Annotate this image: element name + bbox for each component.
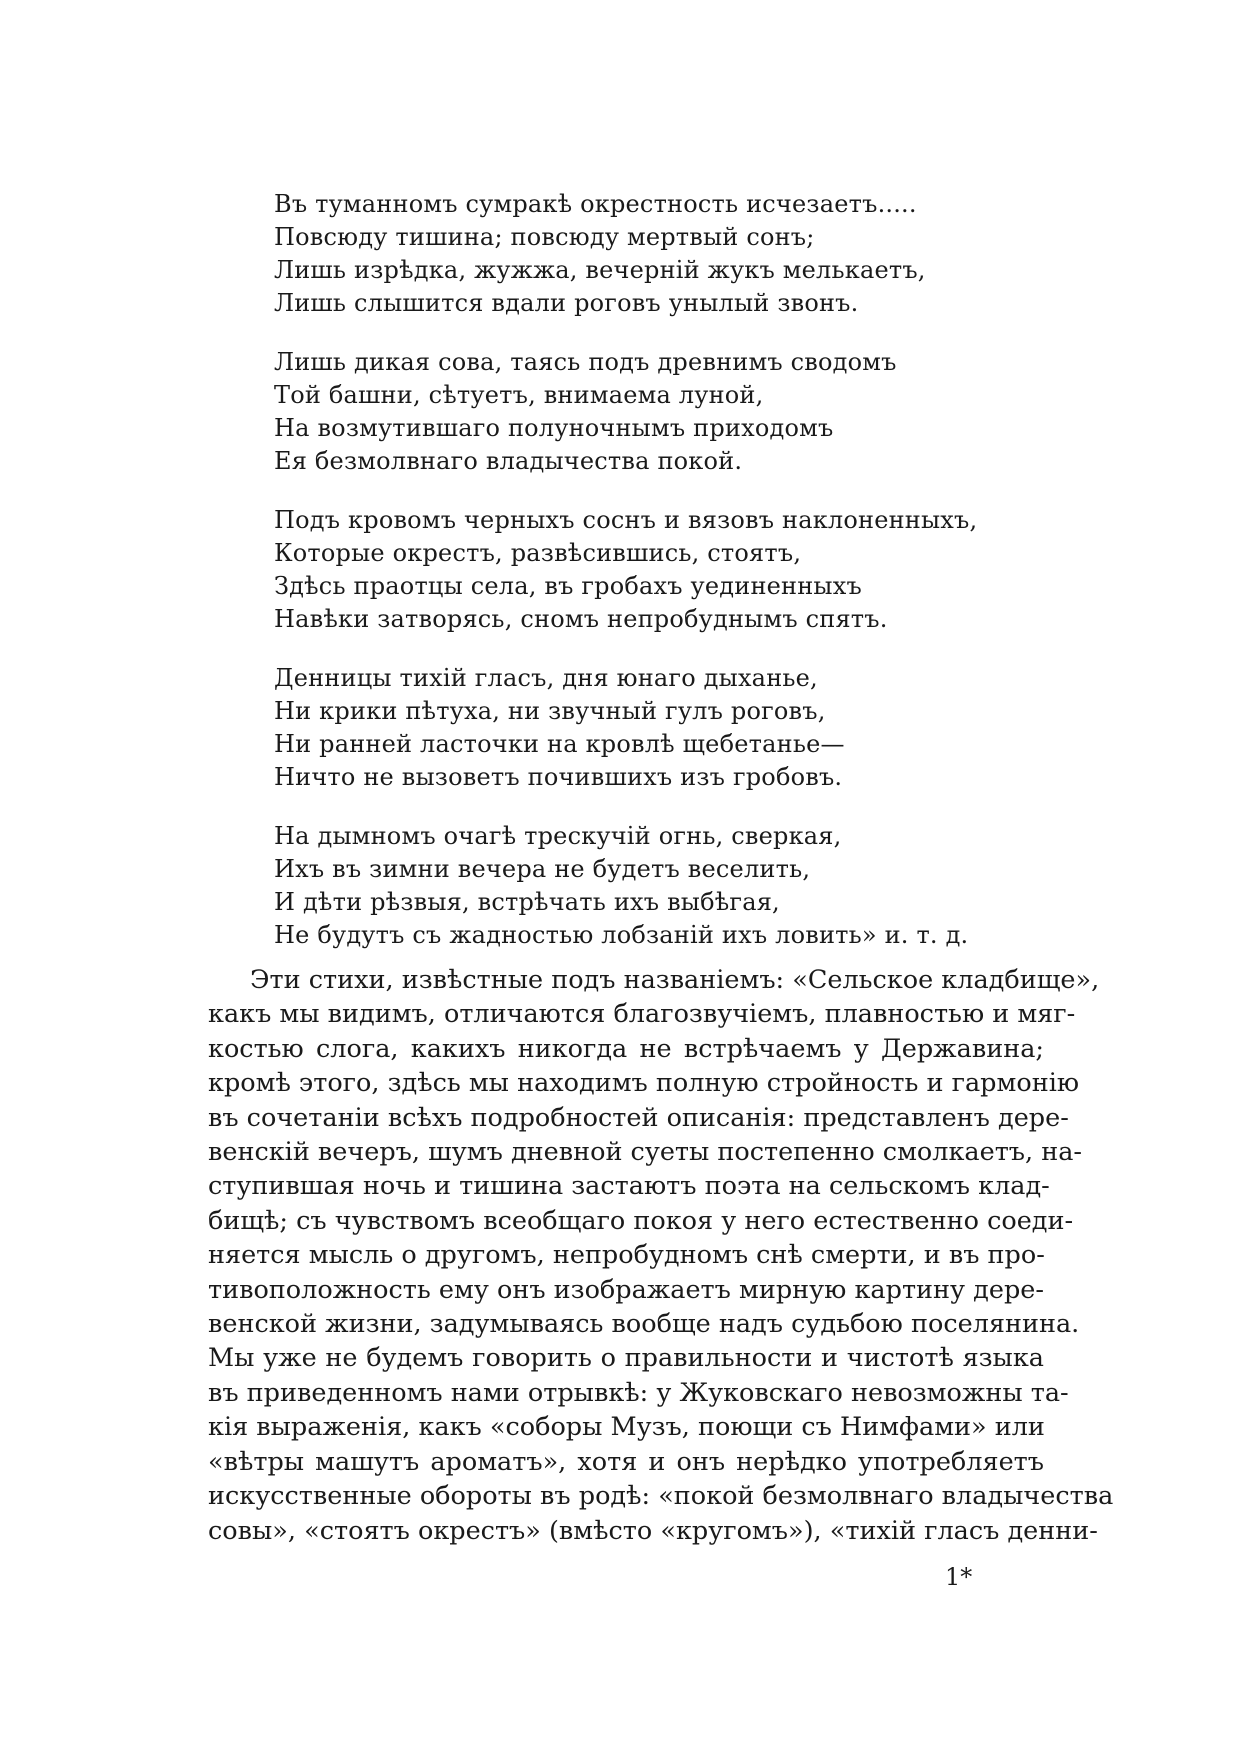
paragraph-line: костью слога, какихъ никогда не встрѣчаемъ у Державина; [208,1033,1044,1064]
paragraph-line: венскій вечеръ, шумъ дневной суеты постепенно смолкаетъ, на- [208,1137,1083,1168]
verse-line: Лишь слышится вдали роговъ унылый звонъ. [274,289,859,317]
verse-line: Денницы тихій гласъ, дня юнаго дыханье, [274,664,818,692]
paragraph-line: ступившая ночь и тишина застаютъ поэта на сельскомъ клад- [208,1171,1050,1202]
paragraph-line: кромѣ этого, здѣсь мы находимъ полную стройность и гармонію [208,1068,1080,1099]
verse-line: Въ туманномъ сумракѣ окрестность исчезаетъ..... [274,190,917,218]
paragraph-line: какъ мы видимъ, отличаются благозвучіемъ, плавностью и мяг- [208,999,1076,1030]
commentary-paragraph [208,963,1114,1548]
verse-line: На возмутившаго полуночнымъ приходомъ [274,414,834,442]
paragraph-line: венской жизни, задумываясь вообще надъ судьбою поселянина. [208,1309,1080,1340]
verse-line: Здѣсь праотцы села, въ гробахъ уединенныхъ [274,572,862,600]
paragraph-line: кія выраженія, какъ «соборы Музъ, поющи съ Нимфами» или [208,1412,1045,1443]
verse-line: Ихъ въ зимни вечера не будетъ веселить, [274,855,811,883]
verse-line: Ея безмолвнаго владычества покой. [274,447,743,475]
paragraph-line: няется мысль о другомъ, непробудномъ снѣ смерти, и въ про- [208,1240,1045,1271]
poem-stanza [274,504,1034,636]
verse-line: Ни крики пѣтуха, ни звучный гулъ роговъ, [274,697,826,725]
verse-line: Ничто не вызоветъ почившихъ изъ гробовъ. [274,763,843,791]
poem-stanza [274,820,1034,952]
paragraph-line: Эти стихи, извѣстные подъ названіемъ: «Сельское кладбище», [250,965,1100,995]
paragraph-line: въ сочетаніи всѣхъ подробностей описанія: представленъ дере- [208,1102,1069,1133]
verse-line: Навѣки затворясь, сномъ непробуднымъ спятъ. [274,605,888,633]
paragraph-line: бищѣ; съ чувствомъ всеобщаго покоя у него естественно соеди- [208,1205,1074,1236]
verse-line: Повсюду тишина; повсюду мертвый сонъ; [274,223,815,251]
verse-line: Которые окрестъ, развѣсившись, стоятъ, [274,539,802,567]
paragraph-line: въ приведенномъ нами отрывкѣ: у Жуковскаго невозможны та- [208,1377,1069,1408]
paragraph-line: «вѣтры машутъ ароматъ», хотя и онъ нерѣдко употребляетъ [208,1446,1044,1477]
page-number: 1* [945,1563,973,1591]
verse-line: Той башни, сѣтуетъ, внимаема луной, [274,381,764,409]
poem-stanza [274,188,1034,320]
verse-line: Подъ кровомъ черныхъ соснъ и вязовъ наклоненныхъ, [274,506,978,534]
paragraph-line: совы», «стоятъ окрестъ» (вмѣсто «кругомъ»), «тихій гласъ денни- [208,1515,1098,1546]
verse-line: Лишь изрѣдка, жужжа, вечерній жукъ мелькаетъ, [274,256,926,284]
paragraph-line: искусственные обороты въ родѣ: «покой безмолвнаго владычества [208,1481,1114,1512]
paragraph-line: Мы уже не будемъ говорить о правильности и чистотѣ языка [208,1343,1044,1374]
verse-line: Лишь дикая сова, таясь подъ древнимъ сводомъ [274,348,897,376]
poem-stanza [274,346,1034,478]
paragraph-line: тивоположность ему онъ изображаетъ мирную картину дере- [208,1274,1044,1305]
poem-quotation [274,188,1034,978]
verse-line: Ни ранней ласточки на кровлѣ щебетанье— [274,730,845,758]
verse-line: И дѣти рѣзвыя, встрѣчать ихъ выбѣгая, [274,888,780,916]
verse-line: Не будутъ съ жадностью лобзаній ихъ ловить» и. т. д. [274,921,969,949]
verse-line: На дымномъ очагѣ трескучій огнь, сверкая, [274,822,842,850]
poem-stanza [274,662,1034,794]
